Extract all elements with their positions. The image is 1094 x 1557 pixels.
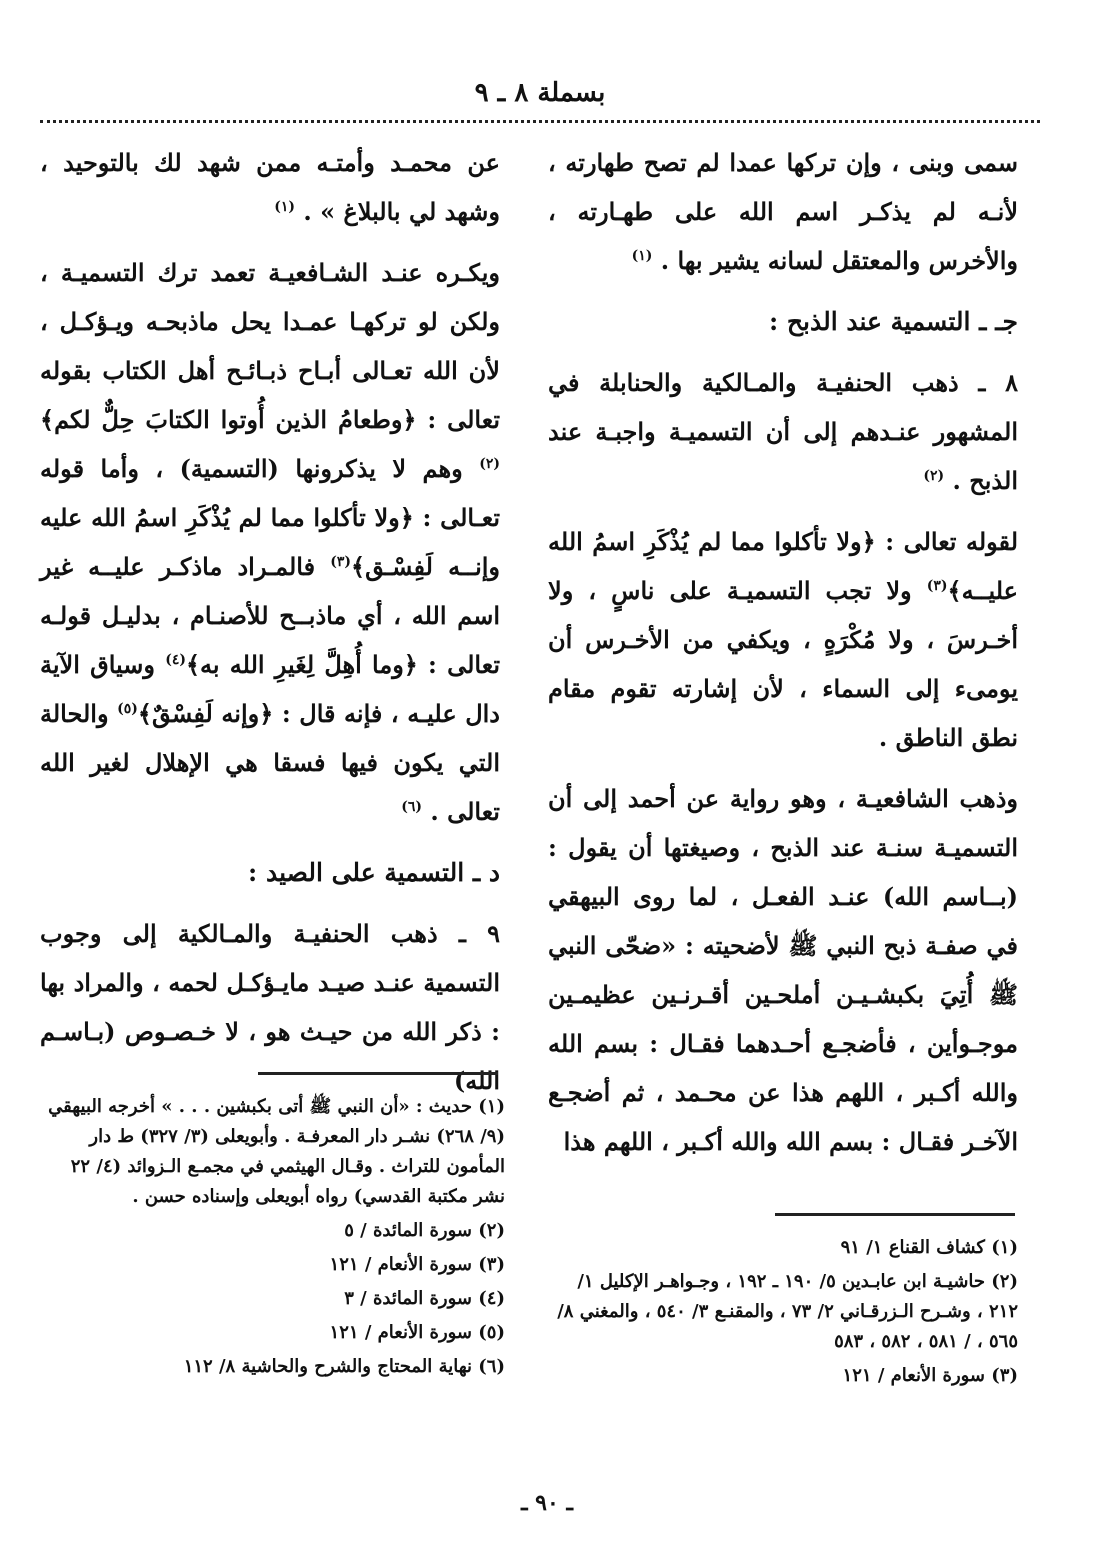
header-dotted-rule [40, 120, 1040, 123]
left-column [40, 138, 500, 1117]
footnote-ref: (٢) [479, 456, 500, 472]
footnote: (٢) حاشيـة ابن عابـدين ٥/ ١٩٠ ـ ١٩٢ ، وجـواهـر الإكليل ١/ ٢١٢ ، وشـرح الـزرقـاني ٢/ ٧٣ ، والمقنـع ٣/ ٥٤٠ ، والمغني ٨/ ٥٦٥ ، / ٥٨١ ، ٥٨٢ ، ٥٨٣ [557, 1271, 1018, 1352]
right-column [548, 138, 1018, 1178]
footnotes-right [548, 1233, 1018, 1395]
footnotes-left [40, 1092, 505, 1386]
footnote: (١) كشاف القناع ١/ ٩١ [840, 1237, 1018, 1258]
footnote: (٢) سورة المائدة / ٥ [344, 1220, 505, 1241]
page-number: ـ ٩٠ ـ [521, 1490, 573, 1516]
paragraph: ٩ ـ ذهب الحنفيـة والمـالكية إلى وجوب التسمية عنـد صيـد مايـؤكـل لحمه ، والمراد بها : ذكر الله من حيـث هو ، لا خـصـوص (بـاسـم الله) [40, 919, 500, 1095]
footnote: (١) حديث : «أن النبي ﷺ أتى بكبشين . . . » أخرجه البيهقي (٩/ ٢٦٨) نشـر دار المعرفـة . وأبويعلى (٣/ ٣٢٧) ط دار المأمون للتراث . وقـال الهيثمي في مجمـع الـزوائد (٤/ ٢٢ نشر مكتبة القدسي) رواه أبويعلى وإسناده حسن . [48, 1096, 505, 1207]
footnote-ref: (٢) [923, 468, 945, 484]
paragraph: ويكـره عنـد الشـافعيـة تعمد ترك التسميـة ، ولكن لو تركهـا عمـدا يحل ماذبحـه ويـؤكـل ، لأن الله تعـالى أبـاح ذبـائـح أهل الكتاب بقوله تعالى : ﴿وطعامُ الذين أُوتوا الكتابَ حِلٌّ لكم﴾$^{(٢)}$ وهم لا يذكرونها (التسمية) ، وأما قوله تعـالى : ﴿ولا تأكلوا مما لم يُذْكَرِ اسمُ الله عليه وإنــه لَفِسْـق﴾$^{(٣)}$ فالمـراد ماذكـر عليــه غير اسم الله ، أي ماذبــح للأصنـام ، بدليـل قولـه تعالى : ﴿وما أُهِلَّ لِغَيرِ الله به﴾$^{(٤)}$ وسياق الآية دال عليـه ، فإنه قال : ﴿وإنه لَفِسْقٌ﴾$^{(٥)}$ والحالة التي يكون فيها فسقا هي الإهلال لغير الله تعالى . $^{(٦)}$ [40, 258, 501, 826]
footnote-ref: (٦) [401, 799, 423, 815]
paragraph: سمى وبنى ، وإن تركها عمدا لم تصح طهارته ، لأنـه لم يذكـر اسم الله على طهـارته ، والأخرس والمعتقل لسانه يشير بها . $^{(١)}$ [548, 148, 1018, 275]
footnote: (٤) سورة المائدة / ٣ [344, 1288, 505, 1309]
footnote-ref: (٤) [165, 652, 186, 668]
footnote-ref: (١) [274, 199, 295, 215]
running-header: بسملة ٨ ـ ٩ [474, 78, 606, 108]
footnote-ref: (٣) [330, 554, 352, 570]
footnote-ref: (٣) [926, 578, 948, 594]
paragraph: لقوله تعالى : ﴿ولا تأكلوا مما لم يُذْكَرِ اسمُ الله عليــه﴾$^{(٣)}$ ولا تجب التسميـة على ناسٍ ، ولا أخـرسَ ، ولا مُكْرَهٍ ، ويكفي من الأخـرس أن يومىء إلى السماء ، لأن إشارته تقوم مقام نطق الناطق . [548, 527, 1019, 752]
footnote-ref: (١) [631, 248, 653, 264]
footnote: (٦) نهاية المحتاج والشرح والحاشية ٨/ ١١٢ [183, 1356, 505, 1377]
section-heading: جـ ـ التسمية عند الذبح : [768, 307, 1018, 336]
section-heading: د ـ التسمية على الصيد : [248, 858, 500, 887]
footnote-rule [258, 1072, 498, 1075]
footnote: (٥) سورة الأنعام / ١٢١ [329, 1322, 505, 1343]
paragraph: ٨ ـ ذهب الحنفيـة والمـالكية والحنابلة في المشهور عنـدهم إلى أن التسميـة واجبـة عند الذبح . $^{(٢)}$ [548, 368, 1018, 495]
paragraph: عن محمـد وأمتـه ممن شهد لك بالتوحيد ، وشهد لي بالبلاغ » . $^{(١)}$ [40, 148, 500, 226]
footnote-rule [775, 1213, 1015, 1216]
footnote-ref: (٥) [117, 701, 138, 717]
footnote: (٣) سورة الأنعام / ١٢١ [329, 1254, 505, 1275]
paragraph: وذهب الشافعيـة ، وهو رواية عن أحمد إلى أن التسميـة سنـة عند الذبح ، وصيغتها أن يقول : (بــاسم الله) عنـد الفعـل ، لما روى البيهقي في صفـة ذبح النبي ﷺ لأضحيته : «ضحّى النبي ﷺ أُتِيَ بكبشـيـن أملحـين أقـرنـين عظيمـين موجـوأين ، فأضجـع أحـدهما فقـال : بسم الله والله أكـبر ، اللهم هذا عن محـمد ، ثم أضجـع الآخـر فقـال : بسم الله والله أكـبر ، اللهم هذا [548, 784, 1018, 1156]
footnote: (٣) سورة الأنعام / ١٢١ [842, 1365, 1018, 1386]
